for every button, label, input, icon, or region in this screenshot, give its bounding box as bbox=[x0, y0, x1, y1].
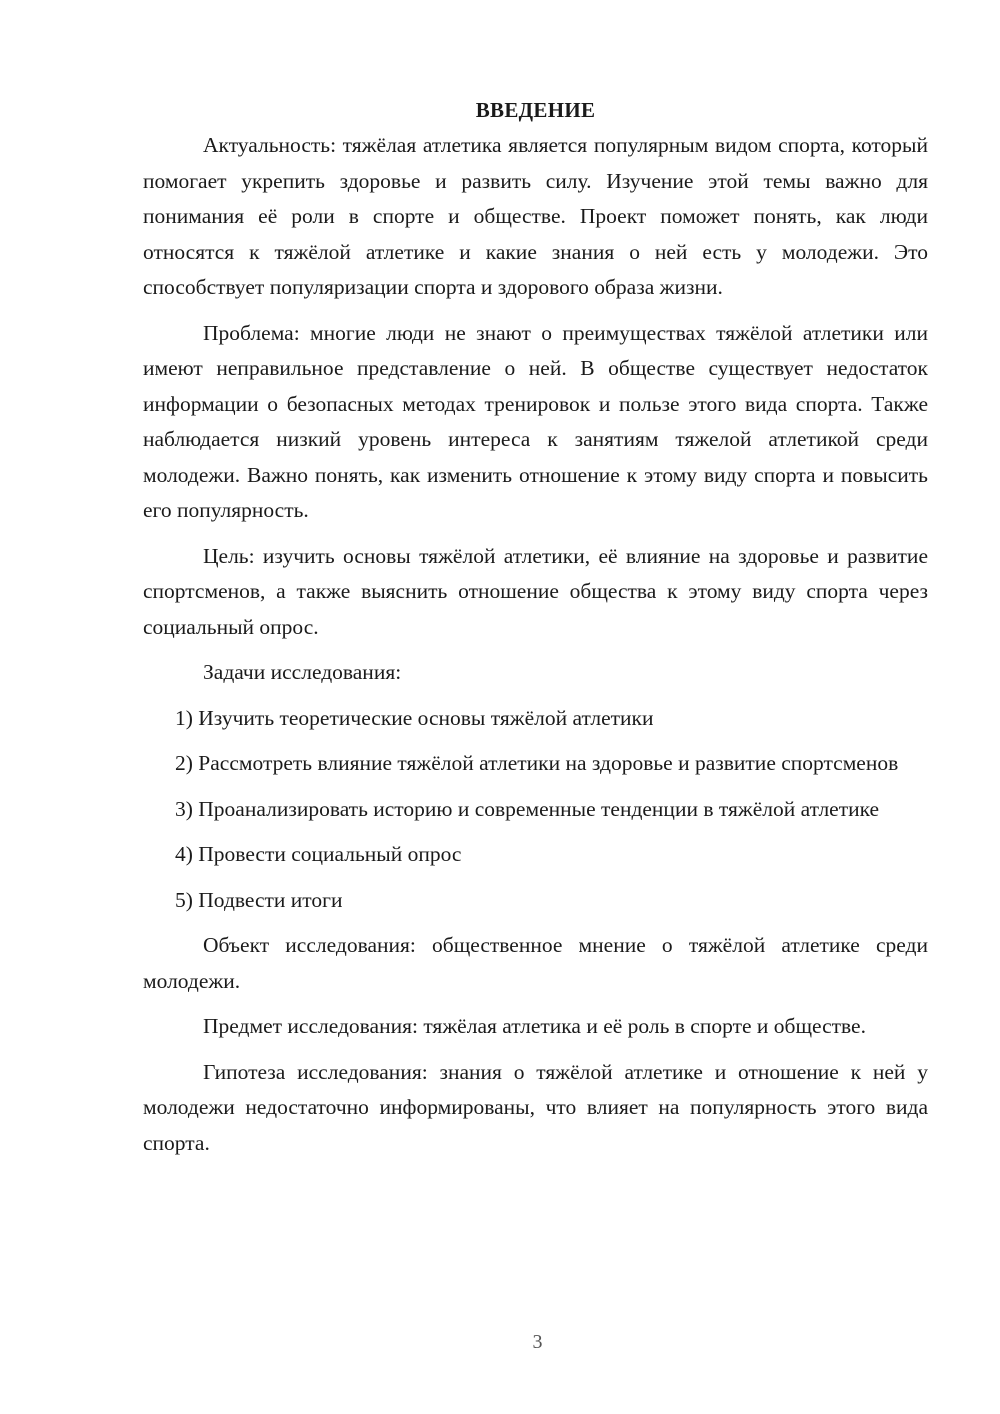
subject-paragraph: Предмет исследования: тяжёлая атлетика и её роль в спорте и обществе. bbox=[203, 1014, 866, 1038]
hypothesis-paragraph: Гипотеза исследования: знания о тяжёлой атлетике и отношение к ней у молодежи недостаточно информированы, что влияет на популярность этого вида спорта. bbox=[143, 1059, 928, 1155]
task-item: 3) Проанализировать историю и современные тенденции в тяжёлой атлетике bbox=[175, 796, 880, 821]
object-paragraph: Объект исследования: общественное мнение о тяжёлой атлетике среди молодежи. bbox=[143, 933, 928, 993]
page-title: ВВЕДЕНИЕ bbox=[475, 98, 596, 122]
page-number: 3 bbox=[532, 1331, 543, 1353]
tasks-heading: Задачи исследования: bbox=[203, 660, 402, 684]
task-item: 4) Провести социальный опрос bbox=[175, 842, 462, 866]
task-item: 2) Рассмотреть влияние тяжёлой атлетики на здоровье и развитие спортсменов bbox=[175, 751, 899, 775]
document-page bbox=[143, 92, 928, 1161]
task-item: 5) Подвести итоги bbox=[175, 887, 343, 912]
goal-paragraph: Цель: изучить основы тяжёлой атлетики, её влияние на здоровье и развитие спортсменов, а также выяснить отношение общества к этому виду спорта через социальный опрос. bbox=[143, 543, 928, 639]
task-item: 1) Изучить теоретические основы тяжёлой атлетики bbox=[175, 705, 654, 730]
problem-paragraph: Проблема: многие люди не знают о преимуществах тяжёлой атлетики или имеют неправильное представление о ней. В обществе существует недостаток информации о безопасных методах тренировок и пользе этого вида спорта. Также наблюдается низкий уровень интереса к занятиям тяжелой атлетикой среди молодежи. Важно понять, как изменить отношение к этому виду спорта и повысить его популярность. bbox=[143, 320, 928, 522]
relevance-paragraph: Актуальность: тяжёлая атлетика является популярным видом спорта, который помогает укрепить здоровье и развить силу. Изучение этой темы важно для понимания её роли в спорте и обществе. Проект поможет понять, как люди относятся к тяжёлой атлетике и какие знания о ней есть у молодежи. Это способствует популяризации спорта и здорового образа жизни. bbox=[143, 133, 928, 299]
